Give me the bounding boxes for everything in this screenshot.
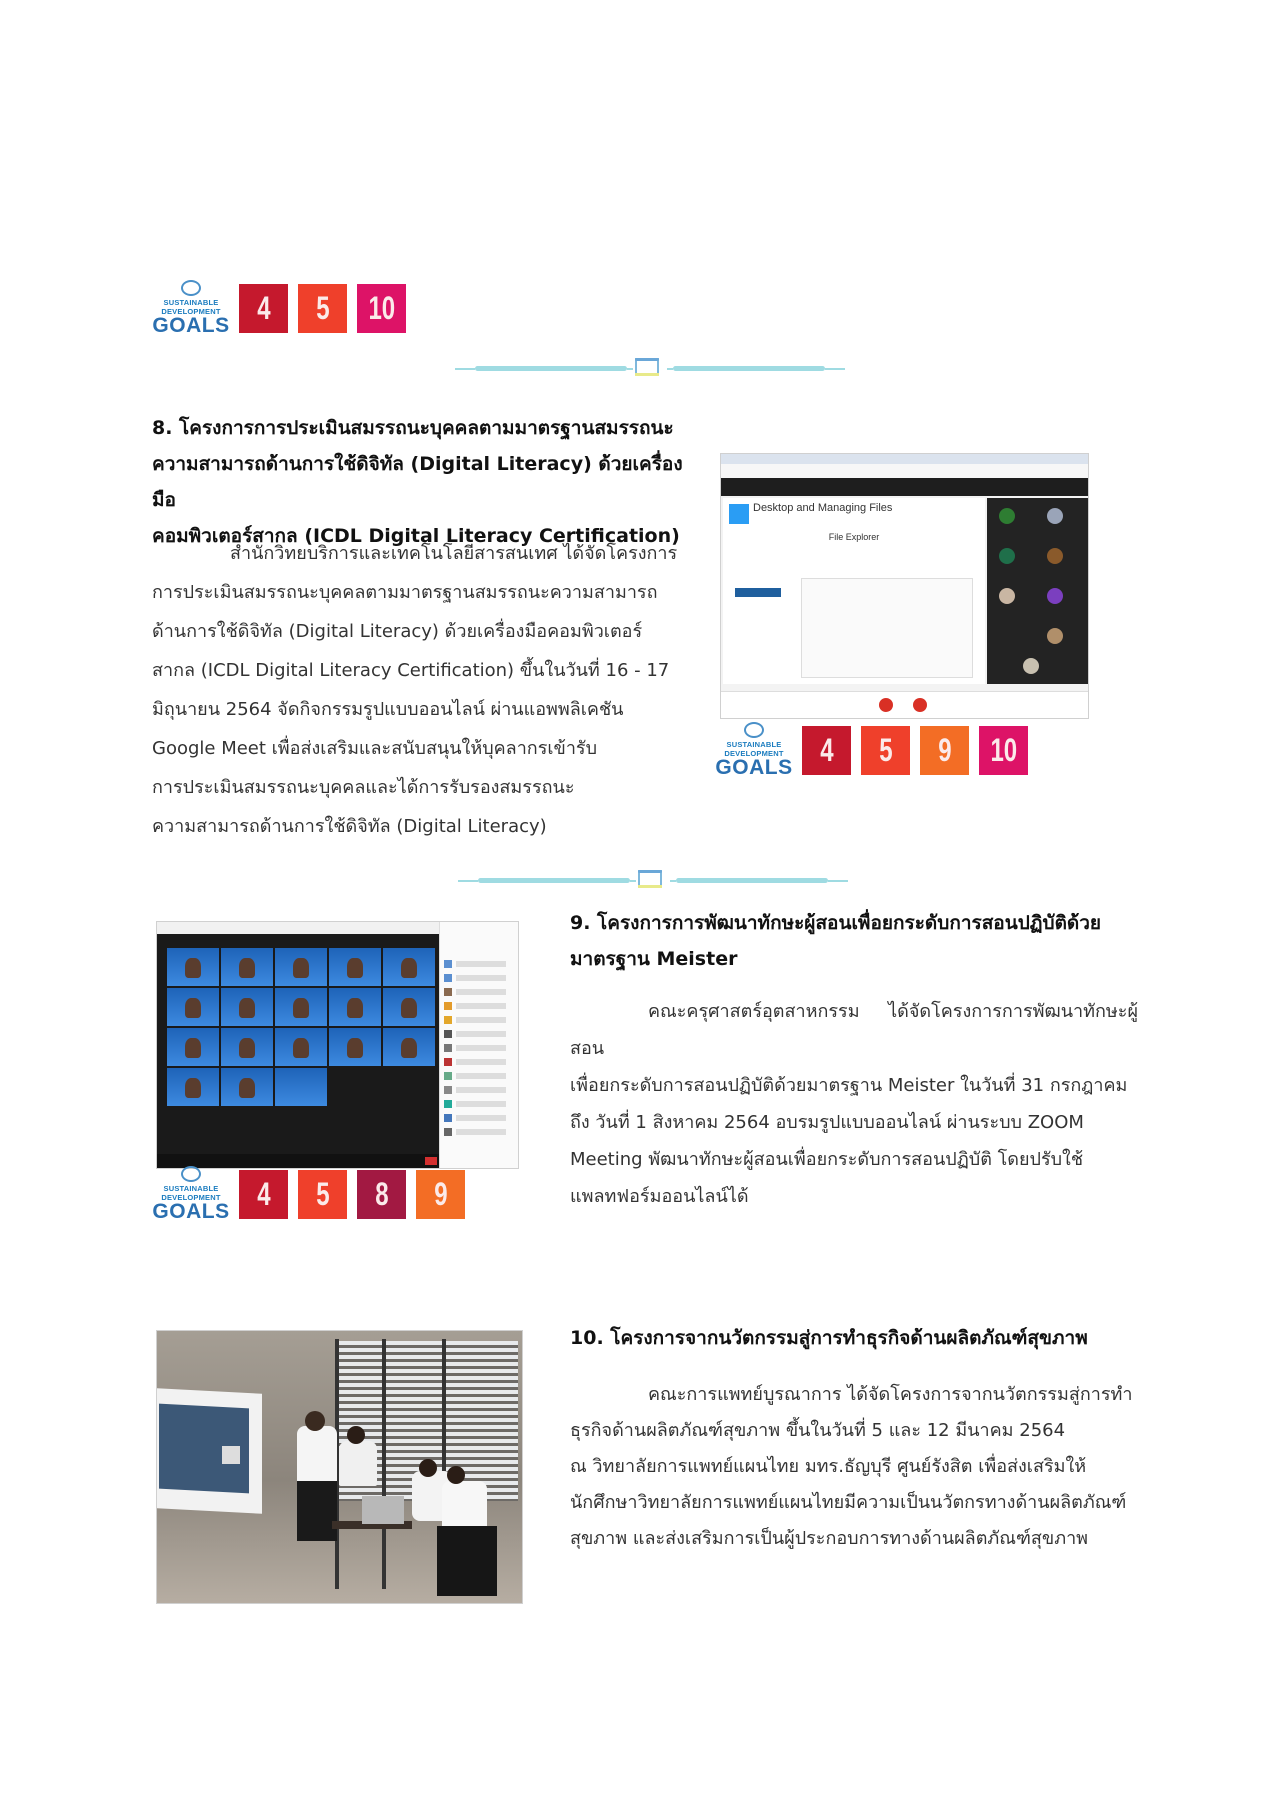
un-globe-icon: [181, 1166, 201, 1182]
section-8-title: 8. โครงการการประเมินสมรรถนะบุคคลตามมาตรฐานสมรรถนะ ความสามารถด้านการใช้ดิจิทัล (Digital Literacy) ด้วยเครื่องมือ คอมพิวเตอร์สากล (ICDL Digital Literacy Certification): [152, 417, 683, 547]
un-globe-icon: [744, 722, 764, 738]
google-meet-screenshot: Desktop and Managing Files File Explorer: [720, 453, 1089, 719]
workshop-photo: [156, 1330, 523, 1604]
sdg-goal-10-badge: 10: [979, 726, 1028, 775]
sdg-goal-9-badge: 9: [416, 1170, 465, 1219]
sdg-logo: SUSTAINABLE DEVELOPMENT GOALS: [155, 280, 227, 336]
sdg-logo: SUSTAINABLE DEVELOPMENT GOALS: [155, 1166, 227, 1222]
sdg-goal-9-badge: 9: [920, 726, 969, 775]
sdg-goal-10-badge: 10: [357, 284, 406, 333]
sdg-strip-top: [152, 280, 416, 337]
sdg-strip-section-9: [152, 1166, 475, 1223]
sdg-goal-5-badge: 5: [298, 284, 347, 333]
divider-emblem-icon: [638, 870, 662, 888]
divider-emblem-icon: [635, 358, 659, 376]
section-10-title: 10. โครงการจากนวัตกรรมสู่การทำธุรกิจด้านผลิตภัณฑ์สุขภาพ: [570, 1327, 1088, 1349]
un-globe-icon: [181, 280, 201, 296]
sdg-goal-5-badge: 5: [861, 726, 910, 775]
sdg-goal-4-badge: 4: [802, 726, 851, 775]
section-8-body: สำนักวิทยบริการและเทคโนโลยีสารสนเทศ ได้จัดโครงการ การประเมินสมรรถนะบุคคลตามมาตรฐานสมรรถนะความสามารถ ด้านการใช้ดิจิทัล (Digital Literacy) ด้วยเครื่องมือคอมพิวเตอร์ สากล (ICDL Digital Literacy Certification) ขึ้นในวันที่ 16 - 17 มิถุนายน 2564 จัดกิจกรรมรูปแบบออนไลน์ ผ่านแอพพลิเคชัน Google Meet เพื่อส่งเสริมและสนับสนุนให้บุคลากรเข้ารับ การประเมินสมรรถนะบุคคลและได้การรับรองสมรรถนะ ความสามารถด้านการใช้ดิจิทัล (Digital Literacy): [152, 543, 678, 837]
section-divider: [458, 870, 848, 890]
sdg-goal-4-badge: 4: [239, 284, 288, 333]
zoom-meeting-screenshot: [156, 921, 519, 1169]
section-9-body: คณะครุศาสตร์อุตสาหกรรม ได้จัดโครงการการพัฒนาทักษะผู้สอน เพื่อยกระดับการสอนปฏิบัติด้วยมาตรฐาน Meister ในวันที่ 31 กรกฎาคม ถึง วันที่ 1 สิงหาคม 2564 อบรมรูปแบบออนไลน์ ผ่านระบบ ZOOM Meeting พัฒนาทักษะผู้สอนเพื่อยกระดับการสอนปฏิบัติ โดยปรับใช้ แพลทฟอร์มออนไลน์ได้: [570, 1001, 1138, 1207]
sdg-goal-8-badge: 8: [357, 1170, 406, 1219]
sdg-goal-4-badge: 4: [239, 1170, 288, 1219]
sdg-goal-5-badge: 5: [298, 1170, 347, 1219]
section-9-title: 9. โครงการการพัฒนาทักษะผู้สอนเพื่อยกระดับการสอนปฏิบัติด้วย มาตรฐาน Meister: [570, 912, 1102, 970]
section-10-body: คณะการแพทย์บูรณาการ ได้จัดโครงการจากนวัตกรรมสู่การทำ ธุรกิจด้านผลิตภัณฑ์สุขภาพ ขึ้นในวันที่ 5 และ 12 มีนาคม 2564 ณ วิทยาลัยการแพทย์แผนไทย มทร.ธัญบุรี ศูนย์รังสิต เพื่อส่งเสริมให้ นักศึกษาวิทยาลัยการแพทย์แผนไทยมีความเป็นนวัตกรทางด้านผลิตภัณฑ์ สุขภาพ และส่งเสริมการเป็นผู้ประกอบการทางด้านผลิตภัณฑ์สุขภาพ: [570, 1384, 1133, 1549]
sdg-logo: SUSTAINABLE DEVELOPMENT GOALS: [718, 722, 790, 778]
section-divider: [455, 358, 845, 378]
sdg-strip-section-8: [715, 722, 1038, 779]
